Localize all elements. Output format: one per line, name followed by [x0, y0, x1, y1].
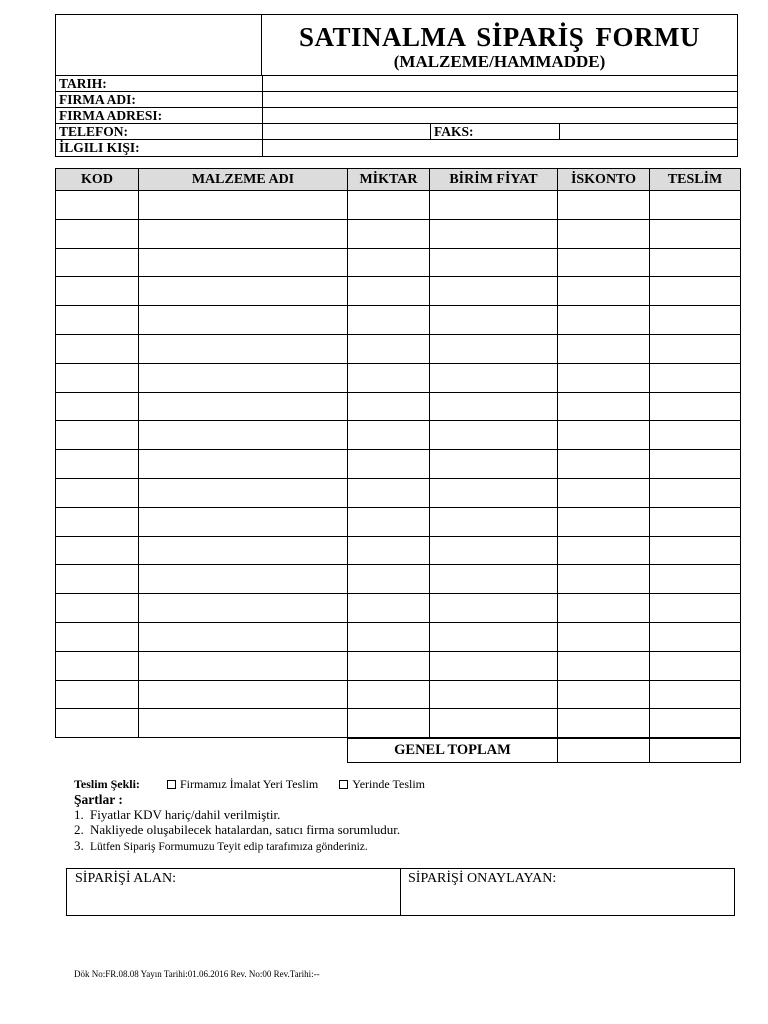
table-cell[interactable] [430, 306, 558, 335]
column-header-malzeme-adi: MALZEME ADI [139, 169, 348, 191]
table-cell[interactable] [56, 594, 139, 623]
checkbox-icon[interactable] [339, 780, 348, 789]
table-cell[interactable] [650, 536, 741, 565]
table-cell[interactable] [558, 594, 650, 623]
term-text: Lütfen Sipariş Formumuzu Teyit edip tarafımıza gönderiniz. [90, 841, 368, 853]
form-subtitle: (MALZEME/HAMMADDE) [393, 52, 606, 71]
table-cell[interactable] [430, 680, 558, 709]
table-cell[interactable] [348, 334, 430, 363]
table-cell[interactable] [430, 536, 558, 565]
title-box [262, 15, 737, 76]
table-row [56, 622, 741, 651]
company-address-label: FIRMA ADRESI: [59, 108, 163, 123]
document-footer: Dök No:FR.08.08 Yayın Tarihi:01.06.2016 Rev. No:00 Rev.Tarihi:-- [74, 969, 320, 979]
table-cell[interactable] [139, 363, 348, 392]
terms-title: Şartlar : [74, 792, 123, 807]
table-cell[interactable] [650, 507, 741, 536]
table-cell[interactable] [348, 219, 430, 248]
table-row [56, 306, 741, 335]
table-cell[interactable] [558, 651, 650, 680]
table-cell[interactable] [430, 651, 558, 680]
table-cell[interactable] [348, 363, 430, 392]
table-cell[interactable] [348, 450, 430, 479]
term-text: Fiyatlar KDV hariç/dahil verilmiştir. [90, 807, 281, 822]
items-body [56, 191, 741, 738]
table-cell[interactable] [139, 392, 348, 421]
table-cell[interactable] [430, 392, 558, 421]
table-cell[interactable] [56, 565, 139, 594]
date-label: TARIH: [59, 76, 107, 91]
table-cell[interactable] [56, 191, 139, 220]
form-title: SATINALMA SİPARİŞ FORMU [298, 22, 701, 52]
table-cell[interactable] [56, 478, 139, 507]
table-row [56, 565, 741, 594]
table-cell[interactable] [650, 248, 741, 277]
column-header-birim-fiyat: BİRİM FİYAT [430, 169, 558, 191]
table-cell[interactable] [139, 478, 348, 507]
table-cell[interactable] [56, 277, 139, 306]
term-number: 3. [74, 838, 84, 853]
table-cell[interactable] [558, 392, 650, 421]
table-cell[interactable] [348, 651, 430, 680]
table-row [56, 478, 741, 507]
delivery-option-onsite-label: Yerinde Teslim [352, 777, 425, 791]
table-cell[interactable] [558, 219, 650, 248]
table-cell[interactable] [430, 191, 558, 220]
table-cell[interactable] [650, 363, 741, 392]
table-cell[interactable] [650, 306, 741, 335]
table-cell[interactable] [139, 191, 348, 220]
table-row [56, 507, 741, 536]
column-header-kod: KOD [56, 169, 139, 191]
table-row [56, 450, 741, 479]
table-row [56, 219, 741, 248]
table-cell[interactable] [650, 421, 741, 450]
table-cell[interactable] [56, 392, 139, 421]
table-cell[interactable] [139, 594, 348, 623]
table-cell[interactable] [139, 277, 348, 306]
table-cell[interactable] [558, 306, 650, 335]
table-cell[interactable] [139, 565, 348, 594]
table-cell[interactable] [430, 622, 558, 651]
table-cell[interactable] [558, 680, 650, 709]
table-cell[interactable] [56, 622, 139, 651]
table-cell[interactable] [139, 450, 348, 479]
received-by-label: SİPARİŞİ ALAN: [75, 871, 177, 886]
table-row [56, 363, 741, 392]
grand-total-discount-cell[interactable] [558, 739, 650, 763]
contact-person-row[interactable] [56, 140, 737, 156]
table-cell[interactable] [650, 594, 741, 623]
table-cell[interactable] [56, 651, 139, 680]
table-cell[interactable] [558, 565, 650, 594]
column-header-iskonto: İSKONTO [558, 169, 650, 191]
table-cell[interactable] [139, 421, 348, 450]
table-cell[interactable] [348, 191, 430, 220]
table-row [56, 594, 741, 623]
table-cell[interactable] [430, 507, 558, 536]
table-cell[interactable] [650, 709, 741, 738]
table-cell[interactable] [139, 248, 348, 277]
table-cell[interactable] [650, 277, 741, 306]
delivery-method [74, 777, 443, 791]
table-cell[interactable] [348, 536, 430, 565]
table-cell[interactable] [56, 421, 139, 450]
column-header-teslim: TESLİM [650, 169, 741, 191]
table-cell[interactable] [348, 478, 430, 507]
table-cell[interactable] [558, 622, 650, 651]
table-cell[interactable] [430, 450, 558, 479]
table-cell[interactable] [650, 565, 741, 594]
phone-row[interactable] [56, 124, 737, 140]
form-header [55, 14, 738, 157]
table-cell[interactable] [139, 219, 348, 248]
table-cell[interactable] [650, 219, 741, 248]
table-cell[interactable] [558, 507, 650, 536]
delivery-option-onsite[interactable] [339, 777, 425, 791]
table-cell[interactable] [139, 306, 348, 335]
table-cell[interactable] [558, 363, 650, 392]
table-cell[interactable] [430, 565, 558, 594]
table-row [56, 392, 741, 421]
table-cell[interactable] [348, 709, 430, 738]
table-cell[interactable] [139, 536, 348, 565]
totals-row [347, 738, 741, 763]
table-row [56, 191, 741, 220]
logo-area [56, 15, 262, 76]
delivery-method-label: Teslim Şekli: [74, 777, 140, 791]
table-cell[interactable] [430, 277, 558, 306]
table-cell[interactable] [558, 450, 650, 479]
table-header-row [56, 169, 741, 191]
company-address-row[interactable] [56, 108, 737, 124]
table-row [56, 709, 741, 738]
table-cell[interactable] [558, 709, 650, 738]
table-cell[interactable] [139, 709, 348, 738]
table-cell[interactable] [430, 709, 558, 738]
approved-by-label: SİPARİŞİ ONAYLAYAN: [408, 871, 557, 886]
table-cell[interactable] [348, 248, 430, 277]
delivery-option-factory-label: Firmamız İmalat Yeri Teslim [180, 777, 319, 791]
table-cell[interactable] [558, 421, 650, 450]
table-row [56, 334, 741, 363]
phone-label: TELEFON: [59, 124, 129, 139]
table-row [56, 651, 741, 680]
table-cell[interactable] [430, 219, 558, 248]
column-header-miktar: MİKTAR [348, 169, 430, 191]
table-row [56, 680, 741, 709]
table-cell[interactable] [430, 363, 558, 392]
table-cell[interactable] [139, 622, 348, 651]
term-item [74, 838, 368, 855]
table-cell[interactable] [558, 191, 650, 220]
table-cell[interactable] [139, 507, 348, 536]
table-cell[interactable] [650, 392, 741, 421]
table-cell[interactable] [56, 334, 139, 363]
table-cell[interactable] [56, 680, 139, 709]
grand-total-delivery-cell[interactable] [650, 739, 741, 763]
signature-box [66, 868, 735, 916]
contact-person-label: İLGILI KIŞI: [59, 140, 140, 155]
company-name-label: FIRMA ADI: [59, 92, 136, 107]
table-cell[interactable] [348, 594, 430, 623]
term-item [74, 807, 280, 822]
table-cell[interactable] [56, 709, 139, 738]
table-cell[interactable] [56, 248, 139, 277]
table-cell[interactable] [348, 622, 430, 651]
table-cell[interactable] [650, 478, 741, 507]
table-cell[interactable] [558, 478, 650, 507]
table-cell[interactable] [139, 651, 348, 680]
fax-label: FAKS: [434, 124, 474, 139]
table-cell[interactable] [558, 248, 650, 277]
table-cell[interactable] [650, 450, 741, 479]
term-number: 2. [74, 822, 84, 837]
table-cell[interactable] [139, 334, 348, 363]
term-item [74, 822, 400, 837]
table-cell[interactable] [56, 536, 139, 565]
table-cell[interactable] [650, 191, 741, 220]
table-cell[interactable] [56, 363, 139, 392]
table-row [56, 421, 741, 450]
company-name-row[interactable] [56, 92, 737, 108]
table-cell[interactable] [650, 622, 741, 651]
items-table [55, 168, 741, 738]
table-cell[interactable] [348, 565, 430, 594]
table-cell[interactable] [430, 594, 558, 623]
term-number: 1. [74, 807, 84, 822]
table-cell[interactable] [430, 478, 558, 507]
table-row [56, 248, 741, 277]
table-cell[interactable] [430, 421, 558, 450]
table-cell[interactable] [56, 450, 139, 479]
table-cell[interactable] [348, 306, 430, 335]
table-cell[interactable] [558, 334, 650, 363]
table-cell[interactable] [348, 507, 430, 536]
table-cell[interactable] [558, 277, 650, 306]
table-cell[interactable] [56, 306, 139, 335]
table-row [56, 277, 741, 306]
grand-total-label: GENEL TOPLAM [348, 739, 558, 763]
table-cell[interactable] [139, 680, 348, 709]
table-cell[interactable] [558, 536, 650, 565]
table-cell[interactable] [650, 651, 741, 680]
term-text: Nakliyede oluşabilecek hatalardan, satıcı firma sorumludur. [90, 822, 401, 837]
table-cell[interactable] [56, 507, 139, 536]
checkbox-icon[interactable] [167, 780, 176, 789]
table-cell[interactable] [348, 680, 430, 709]
table-row [56, 536, 741, 565]
delivery-option-factory[interactable] [167, 777, 318, 791]
table-cell[interactable] [348, 277, 430, 306]
table-cell[interactable] [56, 219, 139, 248]
table-cell[interactable] [650, 334, 741, 363]
table-cell[interactable] [430, 248, 558, 277]
table-cell[interactable] [348, 421, 430, 450]
table-cell[interactable] [650, 680, 741, 709]
table-cell[interactable] [430, 334, 558, 363]
table-cell[interactable] [348, 392, 430, 421]
date-row[interactable] [56, 76, 737, 92]
